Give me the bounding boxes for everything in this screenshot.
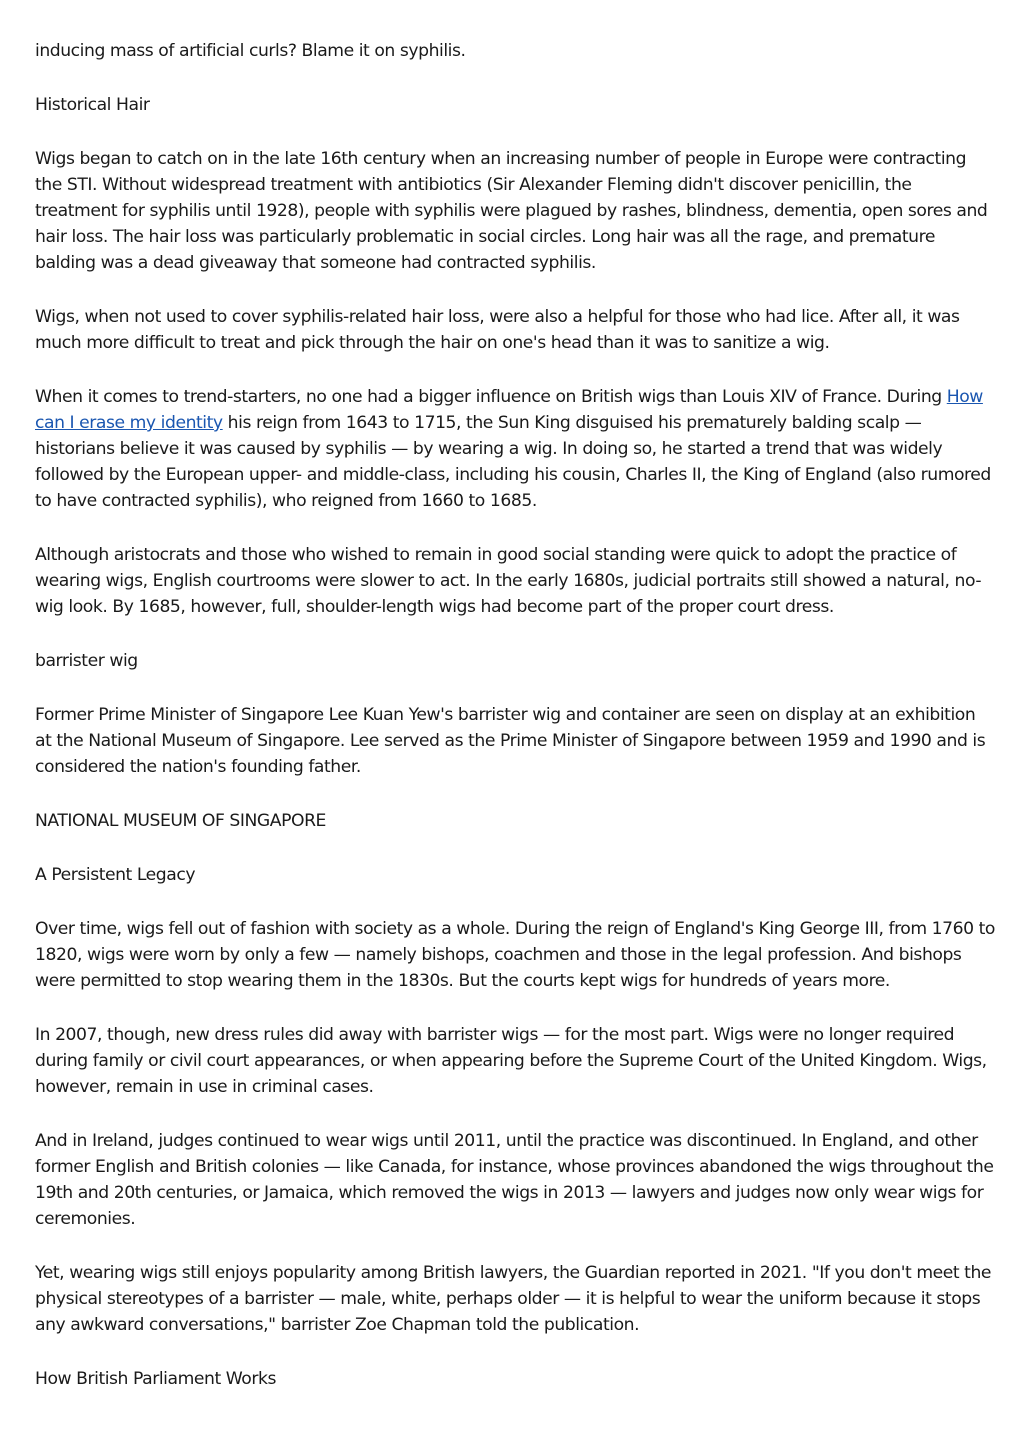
- article-body: [35, 38, 995, 1420]
- paragraph-fashion-decline: Over time, wigs fell out of fashion with society as a whole. During the reign of England's King George III, from 1760 to 1820, wigs were worn by only a few — namely bishops, coachmen and those in the legal profession. And bishops were permitted to stop wearing them in the 1830s. But the courts kept wigs for hundreds of years more.: [35, 919, 995, 991]
- paragraph-louis-xiv-start: When it comes to trend-starters, no one had a bigger influence on British wigs than Louis XIV of France. During: [35, 387, 947, 407]
- image-alt-barrister-wig: barrister wig: [35, 651, 138, 671]
- section-heading-historical-hair: Historical Hair: [35, 95, 150, 115]
- image-credit: NATIONAL MUSEUM OF SINGAPORE: [35, 811, 326, 831]
- image-caption: Former Prime Minister of Singapore Lee Kuan Yew's barrister wig and container are seen on display at an exhibition at the National Museum of Singapore. Lee served as the Prime Minister of Singapore between 1959 and 1990 and is considered the nation's founding father.: [35, 705, 986, 777]
- paragraph-lice: Wigs, when not used to cover syphilis-related hair loss, were also a helpful for those who had lice. After all, it was much more difficult to treat and pick through the hair on one's head than it was to sanitize a wig.: [35, 307, 960, 353]
- paragraph-louis-xiv-rest: his reign from 1643 to 1715, the Sun King disguised his prematurely balding scalp — historians believe it was caused by syphilis — by wearing a wig. In doing so, he started a trend that was widely followed by the European upper- and middle-class, including his cousin, Charles II, the King of England (also rumored to have contracted syphilis), who reigned from 1660 to 1685.: [35, 413, 991, 511]
- paragraph-louis-xiv: [35, 384, 995, 514]
- paragraph-courtrooms: Although aristocrats and those who wished to remain in good social standing were quick to adopt the practice of wearing wigs, English courtrooms were slower to act. In the early 1680s, judicial portraits still showed a natural, no-wig look. By 1685, however, full, shoulder-length wigs had become part of the proper court dress.: [35, 545, 982, 617]
- paragraph-intro-end: inducing mass of artificial curls? Blame it on syphilis.: [35, 41, 466, 61]
- paragraph-guardian: Yet, wearing wigs still enjoys popularity among British lawyers, the Guardian reported in 2021. "If you don't meet the physical stereotypes of a barrister — male, white, perhaps older — it is helpful to wear the uniform because it stops any awkward conversations," barrister Zoe Chapman told the publication.: [35, 1263, 992, 1335]
- section-heading-parliament: How British Parliament Works: [35, 1369, 276, 1389]
- erase-identity-link[interactable]: How can I erase my identity: [35, 387, 983, 433]
- paragraph-wigs-origin: Wigs began to catch on in the late 16th century when an increasing number of people in Europe were contracting the STI. Without widespread treatment with antibiotics (Sir Alexander Fleming didn't discover penicillin, the treatment for syphilis until 1928), people with syphilis were plagued by rashes, blindness, dementia, open sores and hair loss. The hair loss was particularly problematic in social circles. Long hair was all the rage, and premature balding was a dead giveaway that someone had contracted syphilis.: [35, 149, 988, 273]
- paragraph-ireland: And in Ireland, judges continued to wear wigs until 2011, until the practice was discontinued. In England, and other former English and British colonies — like Canada, for instance, whose provinces abandoned the wigs throughout the 19th and 20th centuries, or Jamaica, which removed the wigs in 2013 — lawyers and judges now only wear wigs for ceremonies.: [35, 1131, 994, 1229]
- section-heading-persistent-legacy: A Persistent Legacy: [35, 865, 196, 885]
- paragraph-2007-rules: In 2007, though, new dress rules did away with barrister wigs — for the most part. Wigs were no longer required during family or civil court appearances, or when appearing before the Supreme Court of the United Kingdom. Wigs, however, remain in use in criminal cases.: [35, 1025, 987, 1097]
